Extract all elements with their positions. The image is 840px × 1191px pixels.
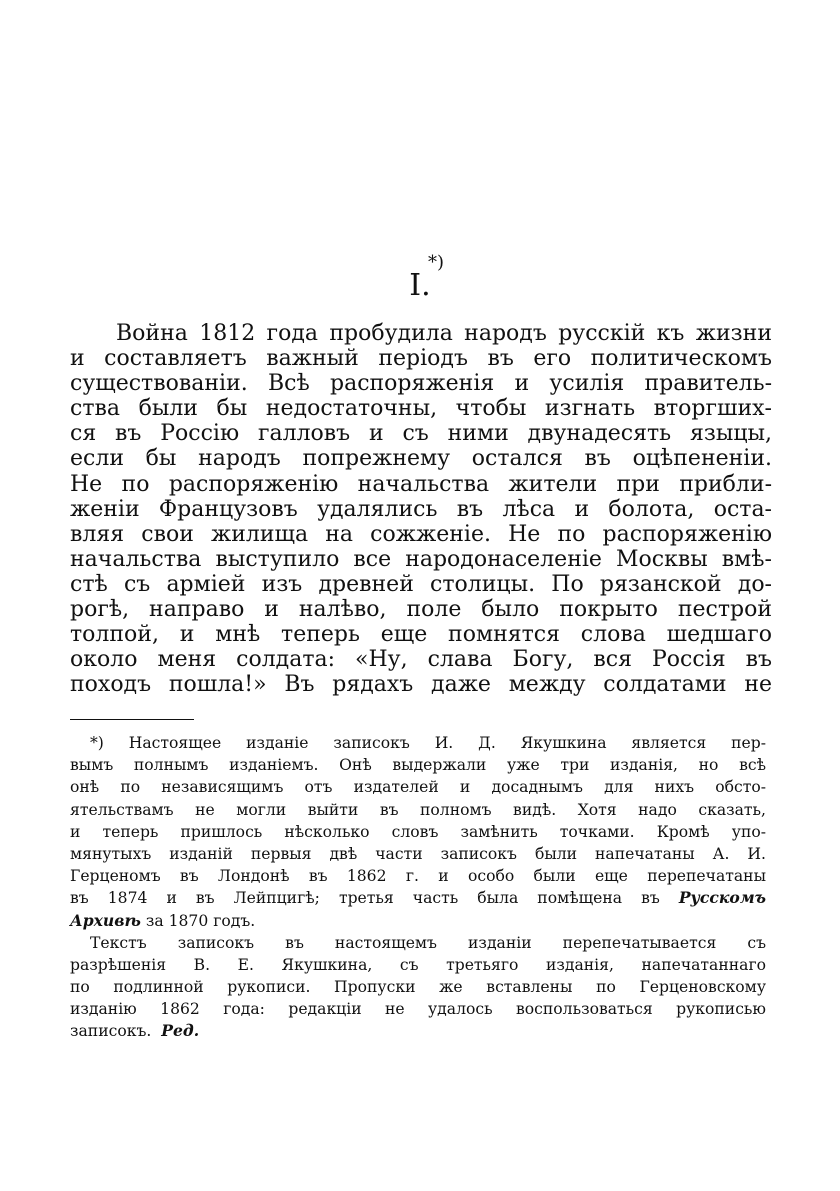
main-text-line: начальства выступило все народонаселеніе Москвы вмѣ- xyxy=(70,546,772,572)
footnote xyxy=(70,732,766,1043)
footnote-line-text: въ 1874 и въ Лейпцигѣ; третья часть была помѣщена въ xyxy=(70,889,660,908)
footnote-tail-text: за 1870 годъ. xyxy=(140,911,256,930)
footnote-line: Герценомъ въ Лондонѣ въ 1862 г. и особо были еще перепечатаны xyxy=(70,867,766,886)
main-text-line: если бы народъ попрежнему остался въ оцѣпененіи. xyxy=(70,446,772,472)
journal-title-part1: Русскомъ xyxy=(678,888,766,908)
main-text-line: женіи Французовъ удалялись въ лѣса и болота, оста- xyxy=(70,496,772,522)
main-text-line: вляя свои жилища на сожженіе. Не по распоряженію xyxy=(70,521,772,547)
footnote-divider xyxy=(70,719,194,720)
footnote-line-with-journal xyxy=(70,887,766,909)
footnote-line: и теперь пришлось нѣсколько словъ замѣнить точками. Кромѣ упо- xyxy=(70,822,766,841)
main-text-line: ства были бы недостаточны, чтобы изгнать вторгших- xyxy=(70,396,772,422)
main-text-line: и составляетъ важный періодъ въ его политическомъ xyxy=(70,346,772,372)
footnote-last-line xyxy=(70,1020,766,1042)
main-text-line: толпой, и мнѣ теперь еще помнятся слова шедшаго xyxy=(70,622,772,648)
footnote-line: *) Настоящее изданіе записокъ И. Д. Якушкина является пер- xyxy=(90,734,766,752)
editor-abbreviation: Ред. xyxy=(161,1021,200,1041)
main-text-line: ся въ Россію галловъ и съ ними двунадесять языцы, xyxy=(70,421,772,447)
main-text-line: стѣ съ арміей изъ древней столицы. По рязанской до- xyxy=(70,571,772,597)
main-text-line: рогѣ, направо и налѣво, поле было покрыто пестрой xyxy=(70,597,772,623)
footnote-line: разрѣшенія В. Е. Якушкина, съ третьяго изданія, напечатаннаго xyxy=(70,955,766,974)
main-text xyxy=(70,321,772,697)
footnote-line: изданію 1862 года: редакціи не удалось воспользоваться рукописью xyxy=(70,1000,766,1019)
footnote-line: ятельствамъ не могли выйти въ полномъ видѣ. Хотя надо сказать, xyxy=(70,800,766,819)
main-text-line: Не по распоряженію начальства жители при прибли- xyxy=(70,471,772,497)
footnote-last-text: записокъ. xyxy=(70,1022,152,1041)
main-text-line: около меня солдата: «Ну, слава Богу, вся Россія въ xyxy=(70,647,772,673)
main-text-line: существованіи. Всѣ распоряженія и усилія правитель- xyxy=(70,371,772,397)
footnote-line: по подлинной рукописи. Пропуски же вставлены по Герценовскому xyxy=(70,978,766,997)
footnote-marker: *) xyxy=(428,252,445,273)
main-text-line: Война 1812 года пробудила народъ русскій къ жизни xyxy=(116,321,772,346)
footnote-line: вымъ полнымъ изданіемъ. Онѣ выдержали уже три изданія, но всѣ xyxy=(70,756,766,775)
footnote-line: онѣ по независящимъ отъ издателей и досаднымъ для нихъ обсто- xyxy=(70,778,766,797)
footnote-line: Текстъ записокъ въ настоящемъ изданіи перепечатывается съ xyxy=(90,933,766,952)
footnote-line: мянутыхъ изданій первыя двѣ части записокъ были напечатаны А. И. xyxy=(70,844,766,863)
journal-title-part2: Архивѣ xyxy=(70,910,141,930)
footnote-line-journal-end xyxy=(70,910,766,932)
main-text-line: походъ пошла!» Въ рядахъ даже между солдатами не xyxy=(70,672,772,698)
chapter-number: I. xyxy=(409,268,431,303)
